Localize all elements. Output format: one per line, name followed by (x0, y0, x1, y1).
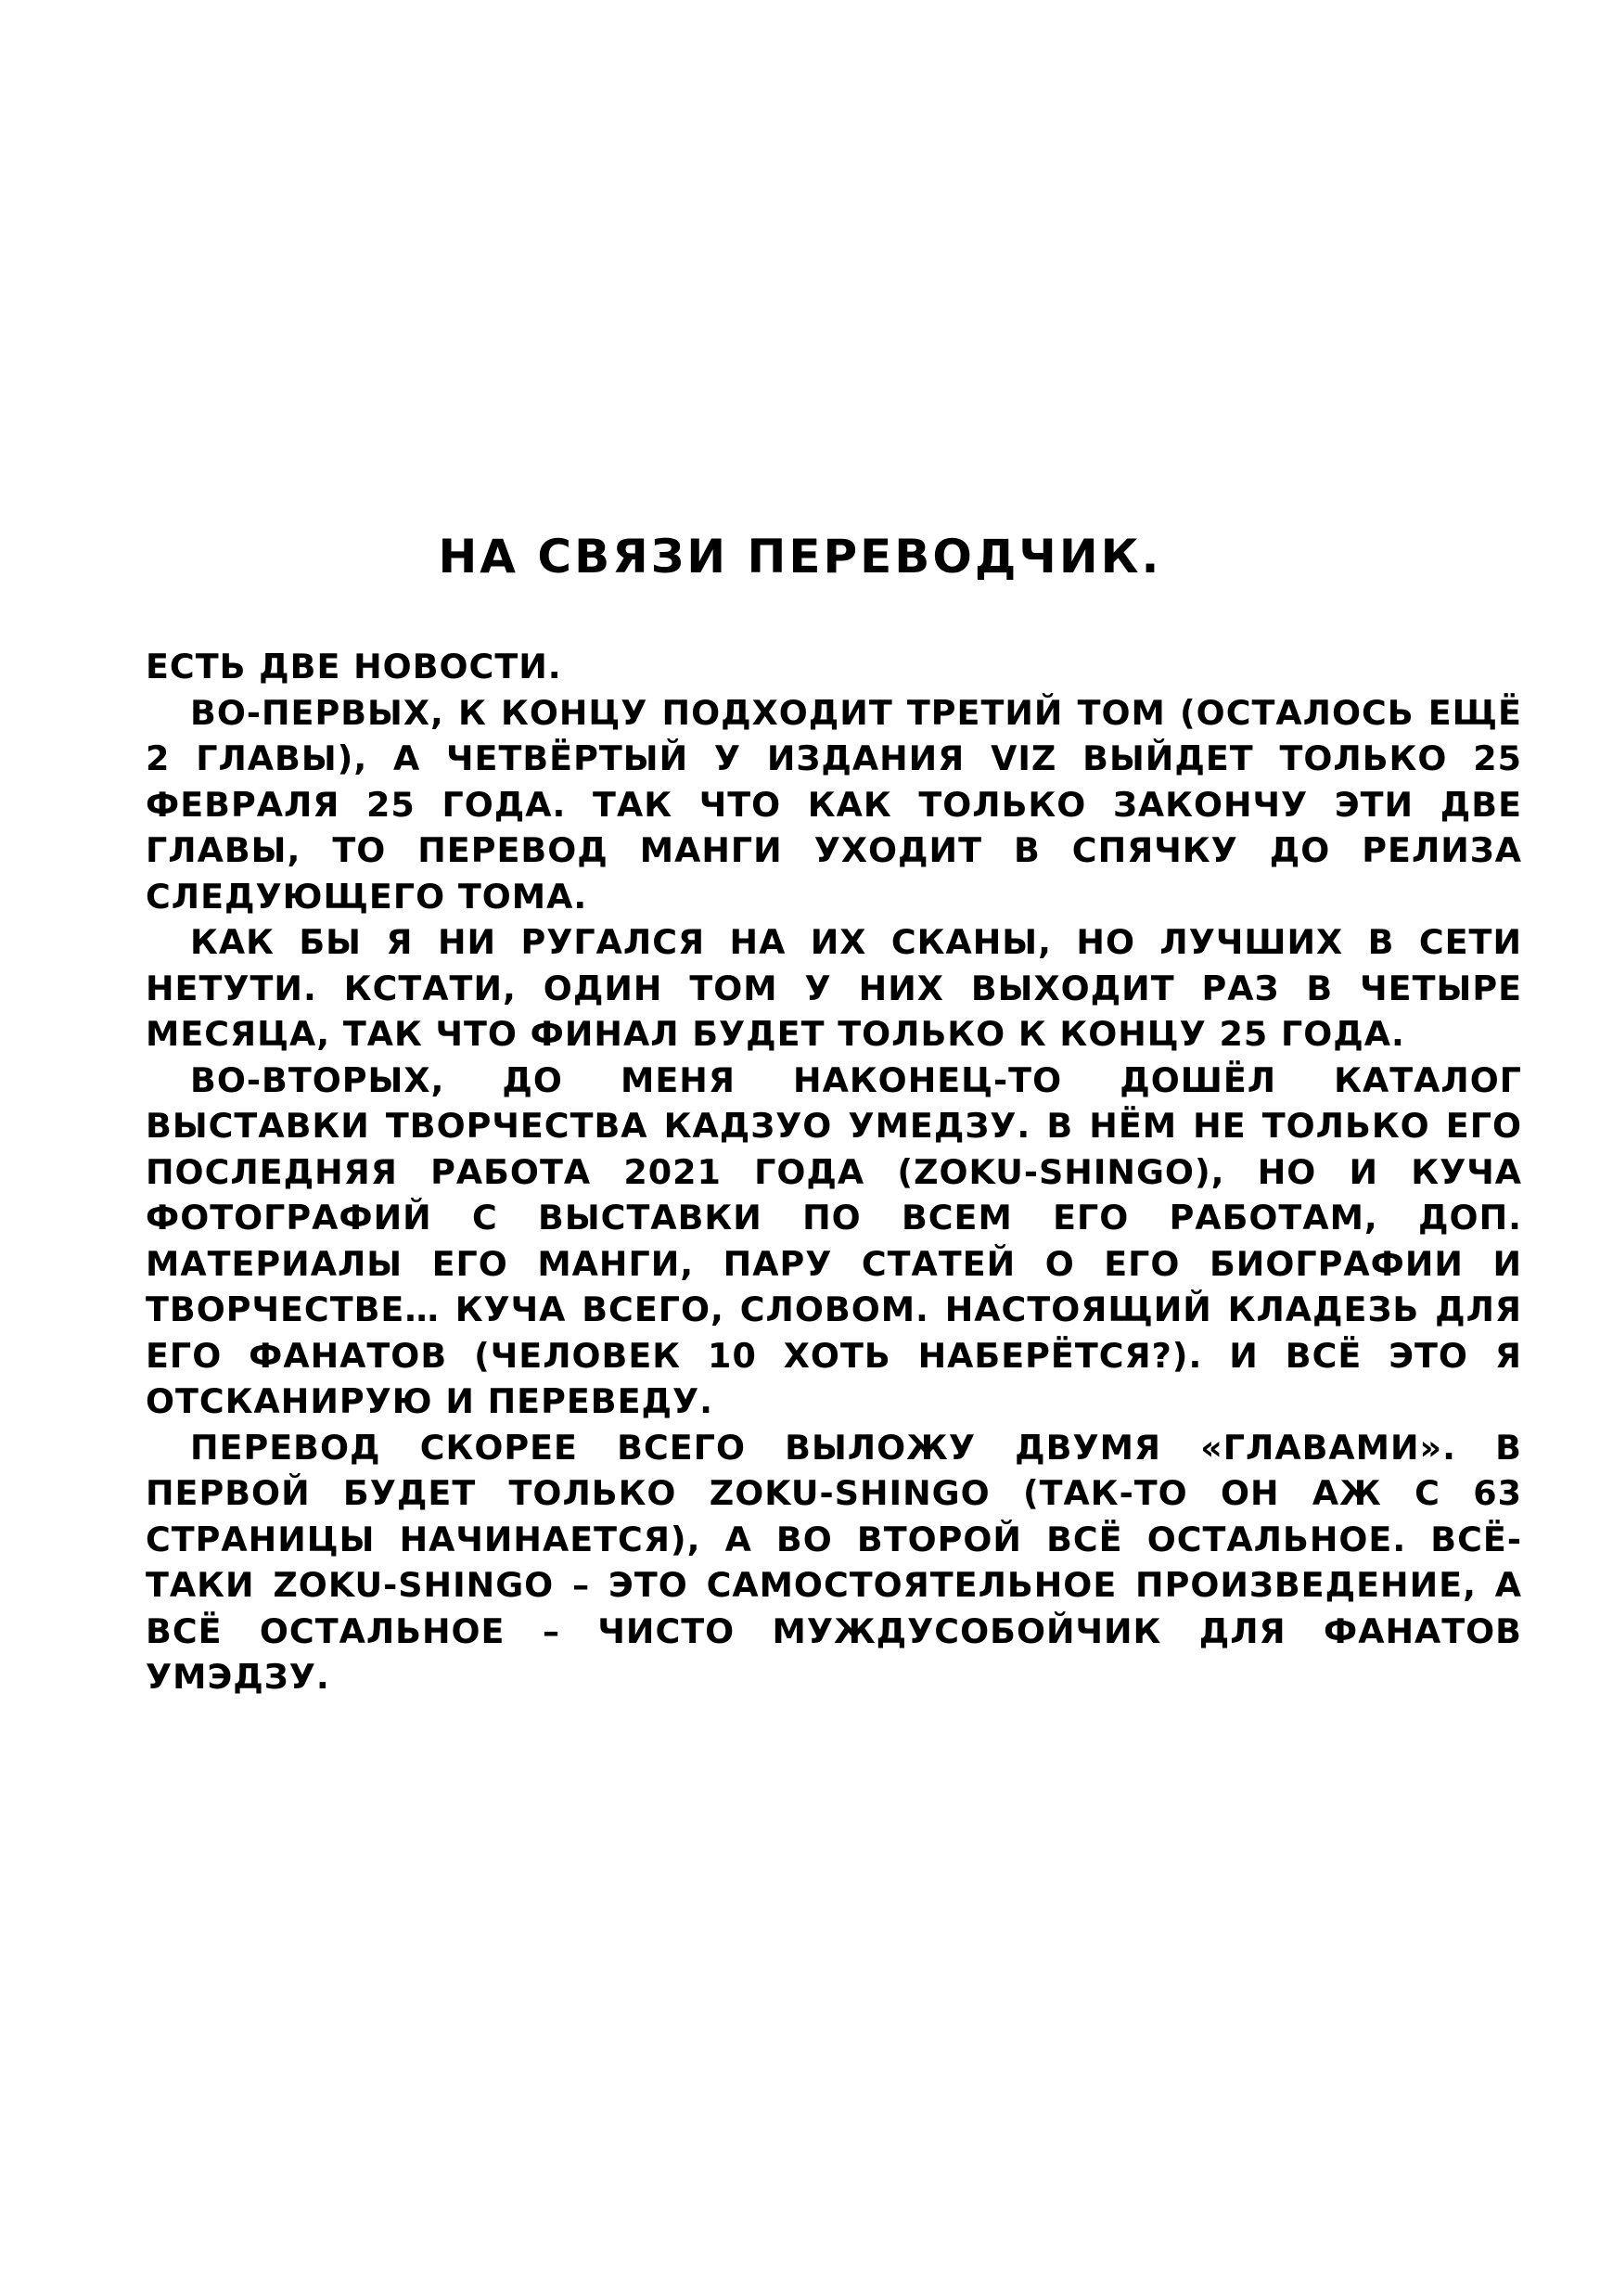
paragraph-second-news: ВО-ВТОРЫХ, ДО МЕНЯ НАКОНЕЦ-ТО ДОШЁЛ КАТАЛОГ ВЫСТАВКИ ТВОРЧЕСТВА КАДЗУО УМЕДЗУ. В НЁМ НЕ ТОЛЬКО ЕГО ПОСЛЕДНЯЯ РАБОТА 2021 ГОДА (ZOKU-SHINGO), НО И КУЧА ФОТОГРАФИЙ С ВЫСТАВКИ ПО ВСЕМ ЕГО РАБОТАМ, ДОП. МАТЕРИАЛЫ ЕГО МАНГИ, ПАРУ СТАТЕЙ О ЕГО БИОГРАФИИ И ТВОРЧЕСТВЕ… КУЧА ВСЕГО, СЛОВОМ. НАСТОЯЩИЙ КЛАДЕЗЬ ДЛЯ ЕГО ФАНАТОВ (ЧЕЛОВЕК 10 ХОТЬ НАБЕРЁТСЯ?). И ВСЁ ЭТО Я ОТСКАНИРУЮ И ПЕРЕВЕДУ. (146, 1059, 1522, 1421)
note-body (146, 644, 1522, 1700)
paragraph-release-plan: ПЕРЕВОД СКОРЕЕ ВСЕГО ВЫЛОЖУ ДВУМЯ «ГЛАВАМИ». В ПЕРВОЙ БУДЕТ ТОЛЬКО ZOKU-SHINGO (ТАК-ТО ОН АЖ С 63 СТРАНИЦЫ НАЧИНАЕТСЯ), А ВО ВТОРОЙ ВСЁ ОСТАЛЬНОЕ. ВСЁ-ТАКИ ZOKU-SHINGO – ЭТО САМОСТОЯТЕЛЬНОЕ ПРОИЗВЕДЕНИЕ, А ВСЁ ОСТАЛЬНОЕ – ЧИСТО МУЖДУСОБОЙЧИК ДЛЯ ФАНАТОВ УМЭДЗУ. (146, 1427, 1522, 1697)
page-title: НА СВЯЗИ ПЕРЕВОДЧИК. (438, 530, 1162, 584)
paragraph-intro: ЕСТЬ ДВЕ НОВОСТИ. (146, 647, 562, 686)
paragraph-first-news: ВО-ПЕРВЫХ, К КОНЦУ ПОДХОДИТ ТРЕТИЙ ТОМ (ОСТАЛОСЬ ЕЩЁ 2 ГЛАВЫ), А ЧЕТВЁРТЫЙ У ИЗДАНИЯ VIZ ВЫЙДЕТ ТОЛЬКО 25 ФЕВРАЛЯ 25 ГОДА. ТАК ЧТО КАК ТОЛЬКО ЗАКОНЧУ ЭТИ ДВЕ ГЛАВЫ, ТО ПЕРЕВОД МАНГИ УХОДИТ В СПЯЧКУ ДО РЕЛИЗА СЛЕДУЮЩЕГО ТОМА. (146, 692, 1522, 917)
paragraph-scans-remark: КАК БЫ Я НИ РУГАЛСЯ НА ИХ СКАНЫ, НО ЛУЧШИХ В СЕТИ НЕТУТИ. КСТАТИ, ОДИН ТОМ У НИХ ВЫХОДИТ РАЗ В ЧЕТЫРЕ МЕСЯЦА, ТАК ЧТО ФИНАЛ БУДЕТ ТОЛЬКО К КОНЦУ 25 ГОДА. (146, 922, 1522, 1054)
